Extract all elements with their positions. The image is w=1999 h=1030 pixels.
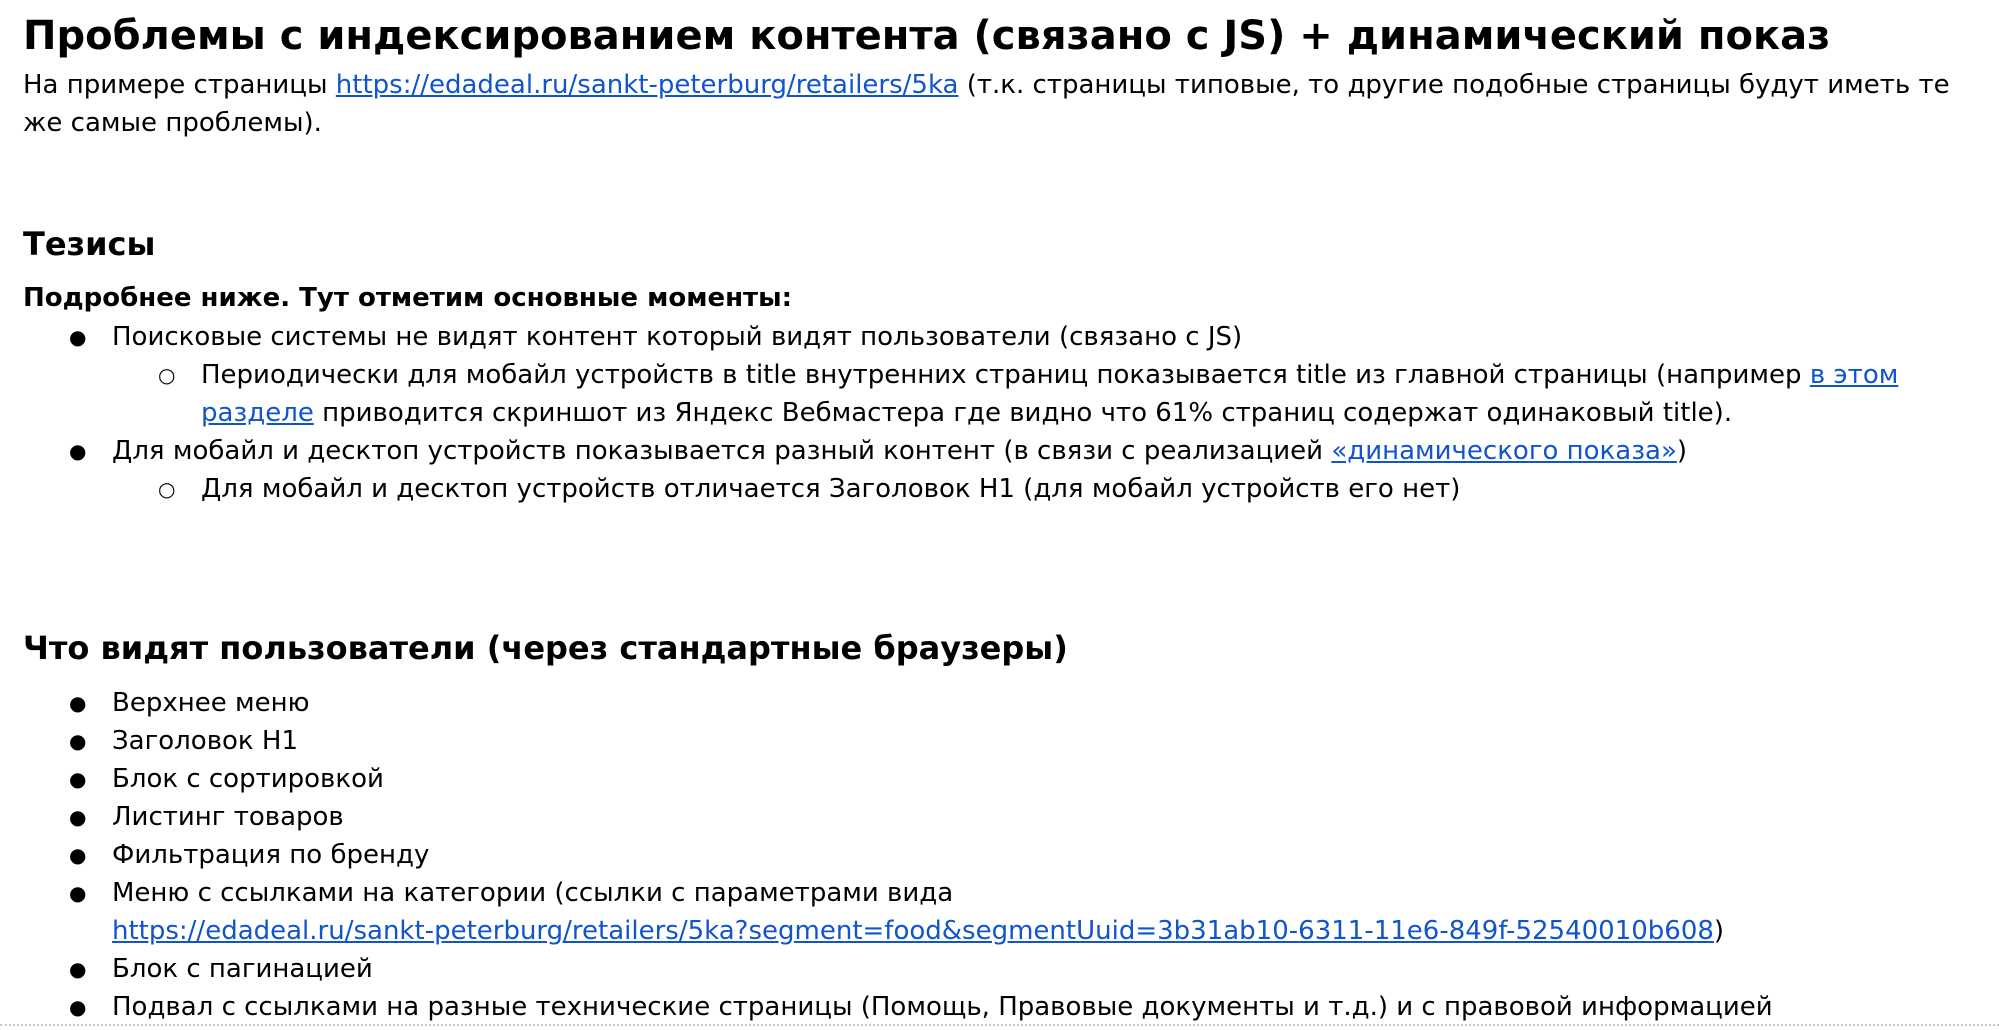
list-item bbox=[23, 950, 1983, 988]
list-item bbox=[23, 760, 1983, 798]
users-item-menu-before: Меню с ссылками на категории (ссылки с параметрами вида bbox=[112, 878, 954, 908]
intro-text-after: (т.к. страницы типовые, то другие подобные страницы будут иметь те же самые проблемы). bbox=[23, 70, 1950, 138]
users-item-footer: Подвал с ссылками на разные технические страницы (Помощь, Правовые документы и т.д.) и с правовой информацией bbox=[112, 992, 1773, 1022]
users-item-sorting: Блок с сортировкой bbox=[112, 764, 384, 794]
section-link[interactable]: в этом разделе bbox=[201, 360, 1899, 428]
theses-sub-2: Для мобайл и десктоп устройств отличается Заголовок H1 (для мобайл устройств его нет) bbox=[201, 474, 1461, 504]
list-item bbox=[112, 356, 1983, 432]
document-title: Проблемы с индексированием контента (связано с JS) + динамический показ bbox=[23, 13, 1831, 59]
intro-paragraph bbox=[23, 66, 1983, 142]
users-item-top-menu: Верхнее меню bbox=[112, 688, 310, 718]
users-item-pagination: Блок с пагинацией bbox=[112, 954, 373, 984]
users-item-menu-after: ) bbox=[1713, 916, 1725, 946]
page-break-line bbox=[0, 1024, 1999, 1026]
users-item-listing: Листинг товаров bbox=[112, 802, 344, 832]
theses-sublist-1 bbox=[112, 356, 1983, 432]
theses-item-1: Поисковые системы не видят контент который видят пользователи (связано с JS) bbox=[112, 322, 1243, 352]
list-item bbox=[23, 798, 1983, 836]
list-item bbox=[23, 432, 1983, 508]
list-item bbox=[23, 874, 1983, 950]
users-heading: Что видят пользователи (через стандартные браузеры) bbox=[23, 629, 1068, 667]
dynamic-serving-link[interactable]: «динамического показа» bbox=[1331, 436, 1677, 466]
theses-sublist-2 bbox=[112, 470, 1983, 508]
theses-item-2-after: ) bbox=[1676, 436, 1688, 466]
theses-sub-1-after: приводится скриншот из Яндекс Вебмастера где видно что 61% страниц содержат одинаковый title). bbox=[313, 398, 1733, 428]
intro-text-before: На примере страницы bbox=[23, 70, 336, 100]
intro-link[interactable]: https://edadeal.ru/sankt-peterburg/retailers/5ka bbox=[335, 70, 959, 100]
theses-sub-1-before: Периодически для мобайл устройств в title внутренних страниц показывается title из главной страницы (например bbox=[201, 360, 1810, 390]
theses-item-2-before: Для мобайл и десктоп устройств показывается разный контент (в связи с реализацией bbox=[112, 436, 1332, 466]
list-item bbox=[23, 318, 1983, 432]
theses-list bbox=[23, 318, 1983, 508]
list-item bbox=[23, 684, 1983, 722]
users-item-h1: Заголовок H1 bbox=[112, 726, 298, 756]
users-list bbox=[23, 684, 1983, 1026]
list-item bbox=[23, 988, 1983, 1026]
users-item-brand-filter: Фильтрация по бренду bbox=[112, 840, 430, 870]
theses-heading: Тезисы bbox=[23, 225, 156, 263]
list-item bbox=[112, 470, 1983, 508]
category-url-link[interactable]: https://edadeal.ru/sankt-peterburg/retailers/5ka?segment=food&segmentUuid=3b31ab10-6311-11e6-849f-52540010b608 bbox=[112, 916, 1714, 946]
list-item bbox=[23, 836, 1983, 874]
theses-subheading: Подробнее ниже. Тут отметим основные моменты: bbox=[23, 283, 793, 313]
list-item bbox=[23, 722, 1983, 760]
